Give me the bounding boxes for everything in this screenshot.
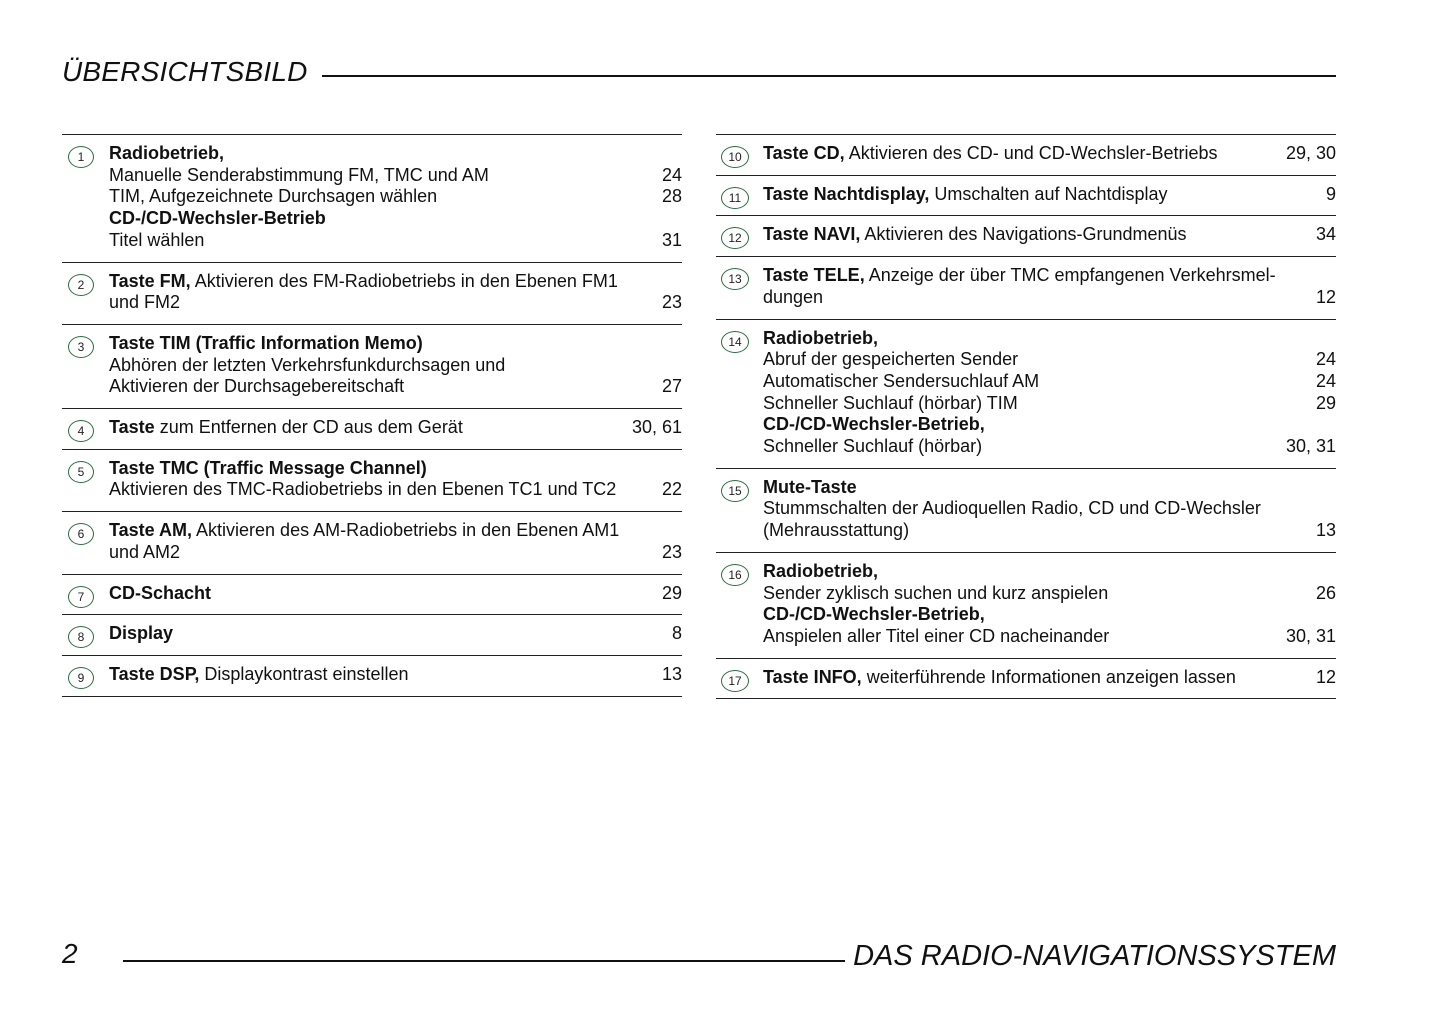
page-reference	[1328, 561, 1336, 583]
page-reference: 34	[1315, 224, 1336, 245]
footer-rule	[123, 960, 845, 962]
page-reference: 29, 30	[1285, 143, 1336, 163]
entry-bold-label: CD-/CD-Wechsler-Betrieb	[109, 208, 326, 229]
callout-number-badge: 15	[721, 480, 749, 502]
legend-entry	[716, 256, 1336, 318]
entry-description: Manuelle Senderabstimmung FM, TMC und AM	[109, 164, 489, 185]
entry-line	[109, 355, 682, 377]
entry-bold-label: Taste AM,	[109, 520, 193, 541]
entry-description: dungen	[763, 286, 824, 307]
entry-text	[109, 292, 654, 314]
entry-description: Titel wählen	[109, 229, 205, 250]
entry-line	[109, 664, 682, 686]
entry-line	[763, 371, 1336, 393]
entry-bold-label: Taste Nachtdisplay,	[763, 183, 930, 204]
entry-text	[763, 224, 1308, 246]
legend-entry	[716, 215, 1336, 256]
page-reference: 30, 31	[1285, 436, 1336, 457]
page-reference: 13	[1315, 520, 1336, 541]
page-reference: 30, 31	[1285, 625, 1336, 646]
page-reference: 8	[671, 623, 682, 644]
entry-text	[109, 664, 654, 686]
legend-entry	[716, 552, 1336, 658]
entry-bold-label: Radiobetrieb,	[763, 327, 879, 348]
entry-line	[763, 626, 1336, 648]
page-reference: 27	[661, 376, 682, 397]
entry-text	[763, 604, 1328, 626]
entry-text	[763, 561, 1328, 583]
entry-line	[109, 376, 682, 398]
entry-description: Aktivieren der Durchsagebereitschaft	[109, 376, 405, 397]
entry-text	[109, 417, 624, 439]
page-reference: 31	[661, 229, 682, 250]
entry-bold-label: Taste FM,	[109, 270, 191, 291]
entry-text	[763, 583, 1308, 605]
entry-line	[763, 184, 1336, 206]
callout-number-badge: 3	[68, 336, 94, 358]
legend-entry	[716, 175, 1336, 216]
entry-description: Umschalten auf Nachtdisplay	[929, 183, 1168, 204]
callout-number-badge: 5	[68, 461, 94, 483]
entry-description: Aktivieren des TMC-Radiobetriebs in den Ebenen TC1 und TC2	[109, 479, 617, 500]
entry-bold-label: Radiobetrieb,	[763, 560, 879, 581]
entry-description: und FM2	[109, 292, 181, 313]
entry-text	[109, 186, 654, 208]
page-reference: 24	[1315, 349, 1336, 370]
entry-bold-label: Taste TMC (Traffic Message Channel)	[109, 457, 427, 478]
header-rule	[322, 75, 1336, 77]
entry-line	[109, 208, 682, 230]
entry-description: Anspielen aller Titel einer CD nacheinander	[763, 625, 1110, 646]
callout-number-badge: 8	[68, 626, 94, 648]
entry-text	[109, 208, 674, 230]
entry-description: Aktivieren des Navigations-Grundmenüs	[860, 224, 1187, 245]
entry-line	[109, 165, 682, 187]
entry-description: weiterführende Informationen anzeigen lassen	[861, 666, 1236, 687]
entry-text	[109, 230, 654, 252]
entry-description: (Mehrausstattung)	[763, 520, 910, 541]
entry-text	[763, 287, 1308, 309]
page-reference: 29	[661, 582, 682, 603]
page-reference: 24	[1315, 370, 1336, 391]
entry-line	[109, 542, 682, 564]
entry-text	[763, 414, 1328, 436]
entry-text	[763, 436, 1278, 458]
entry-text	[109, 355, 674, 377]
callout-number-badge: 9	[68, 667, 94, 689]
entry-line	[109, 583, 682, 605]
page-reference	[674, 143, 682, 165]
page-reference	[1328, 604, 1336, 626]
entry-line	[763, 561, 1336, 583]
entry-line	[763, 393, 1336, 415]
legend-entry	[62, 655, 682, 697]
callout-number-badge: 7	[68, 586, 94, 608]
page-reference: 9	[1325, 183, 1336, 204]
entry-text	[763, 520, 1308, 542]
page-reference: 23	[661, 292, 682, 313]
entry-bold-label: Taste TELE,	[763, 265, 865, 286]
legend-entry	[62, 262, 682, 324]
entry-bold-label: Taste DSP,	[109, 663, 200, 684]
entry-description: Abhören der letzten Verkehrsfunkdurchsagen und	[109, 354, 506, 375]
entry-text	[109, 458, 674, 480]
callout-number-badge: 6	[68, 523, 94, 545]
entry-line	[109, 623, 682, 645]
callout-number-badge: 14	[721, 331, 749, 353]
entry-description: Automatischer Sendersuchlauf AM	[763, 370, 1040, 391]
entry-description: Aktivieren des AM-Radiobetriebs in den Ebenen AM1	[192, 520, 620, 541]
page-reference	[674, 208, 682, 230]
callout-number-badge: 16	[721, 564, 749, 586]
callout-number-badge: 12	[721, 227, 749, 249]
entry-text	[109, 165, 654, 187]
entry-line	[763, 477, 1336, 499]
entry-line	[763, 520, 1336, 542]
callout-number-badge: 4	[68, 420, 94, 442]
entry-description: TIM, Aufgezeichnete Durchsagen wählen	[109, 186, 438, 207]
page-reference: 13	[661, 663, 682, 684]
entry-line	[763, 328, 1336, 350]
callout-number-badge: 10	[721, 146, 749, 168]
entry-description: Anzeige der über TMC empfangenen Verkehrsmel-	[864, 265, 1276, 286]
entry-line	[109, 333, 682, 355]
entry-line	[763, 224, 1336, 246]
entry-description: Aktivieren des FM-Radiobetriebs in den Ebenen FM1	[190, 270, 618, 291]
page-reference: 22	[661, 479, 682, 500]
entry-line	[109, 230, 682, 252]
entry-description: Schneller Suchlauf (hörbar)	[763, 436, 983, 457]
entry-text	[763, 393, 1308, 415]
entry-line	[109, 458, 682, 480]
entry-text	[763, 349, 1308, 371]
page-reference	[1328, 328, 1336, 350]
entry-text	[109, 542, 654, 564]
page-reference	[1328, 477, 1336, 499]
legend-entry	[716, 319, 1336, 468]
entry-bold-label: Mute-Taste	[763, 476, 857, 497]
entry-text	[763, 498, 1328, 520]
entry-line	[109, 479, 682, 501]
page-reference	[1328, 265, 1336, 287]
entry-bold-label: Taste CD,	[763, 143, 845, 163]
entry-text	[109, 143, 674, 165]
entry-text	[109, 271, 674, 293]
entry-description: zum Entfernen der CD aus dem Gerät	[154, 417, 463, 438]
entry-bold-label: CD-/CD-Wechsler-Betrieb,	[763, 414, 985, 435]
right-entry-list	[716, 134, 1336, 699]
callout-number-badge: 13	[721, 268, 749, 290]
page-reference	[1328, 414, 1336, 436]
entry-bold-label: Taste NAVI,	[763, 224, 861, 245]
entry-text	[763, 328, 1328, 350]
entry-line	[763, 498, 1336, 520]
legend-entry	[716, 134, 1336, 175]
entry-text	[109, 333, 674, 355]
entry-line	[763, 143, 1336, 165]
page-reference: 12	[1315, 286, 1336, 307]
entry-line	[109, 417, 682, 439]
page-header	[62, 56, 1336, 96]
entry-line	[763, 287, 1336, 309]
entry-text	[763, 477, 1328, 499]
entry-description: Sender zyklisch suchen und kurz anspielen	[763, 582, 1109, 603]
entry-text	[763, 667, 1308, 689]
page-reference	[674, 355, 682, 377]
page-reference: 12	[1315, 666, 1336, 687]
page-reference: 28	[661, 186, 682, 207]
callout-number-badge: 2	[68, 274, 94, 296]
entry-line	[109, 143, 682, 165]
legend-entry	[62, 134, 682, 262]
entry-text	[109, 623, 664, 645]
entry-text	[109, 479, 654, 501]
legend-entry	[62, 324, 682, 408]
page-reference: 30, 61	[631, 417, 682, 438]
entry-bold-label: CD-/CD-Wechsler-Betrieb,	[763, 604, 985, 625]
page-title: ÜBERSICHTSBILD	[62, 56, 308, 87]
footer-title: DAS RADIO-NAVIGATIONSSYSTEM	[853, 940, 1336, 972]
entry-line	[109, 520, 682, 542]
entry-line	[763, 604, 1336, 626]
legend-entry	[62, 449, 682, 511]
entry-text	[763, 265, 1328, 287]
page-reference: 24	[661, 164, 682, 185]
page-number: 2	[62, 938, 78, 969]
entry-line	[763, 414, 1336, 436]
entry-line	[763, 349, 1336, 371]
page-reference	[674, 458, 682, 480]
callout-number-badge: 1	[68, 146, 94, 168]
entry-description: Displaykontrast einstellen	[199, 663, 409, 684]
entry-bold-label: Taste TIM (Traffic Information Memo)	[109, 332, 423, 353]
entry-bold-label: CD-Schacht	[109, 582, 212, 603]
page-reference: 23	[661, 541, 682, 562]
legend-entry	[716, 658, 1336, 700]
entry-description: Abruf der gespeicherten Sender	[763, 349, 1019, 370]
left-entry-list	[62, 134, 682, 697]
entry-line	[109, 271, 682, 293]
entry-text	[109, 376, 654, 398]
entry-text	[763, 143, 1278, 165]
entry-line	[763, 667, 1336, 689]
entry-bold-label: Radiobetrieb,	[109, 143, 225, 163]
page-reference	[1328, 498, 1336, 520]
entry-description: Stummschalten der Audioquellen Radio, CD und CD-Wechsler	[763, 498, 1261, 519]
entry-text	[109, 520, 674, 542]
page-reference	[674, 333, 682, 355]
page-reference: 26	[1315, 582, 1336, 603]
entry-description: Schneller Suchlauf (hörbar) TIM	[763, 392, 1018, 413]
entry-description: Aktivieren des CD- und CD-Wechsler-Betriebs	[844, 143, 1218, 163]
entry-description: und AM2	[109, 541, 181, 562]
page-reference	[674, 520, 682, 542]
entry-text	[763, 626, 1278, 648]
legend-entry	[716, 468, 1336, 552]
callout-number-badge: 17	[721, 670, 749, 692]
entry-bold-label: Display	[109, 623, 174, 644]
entry-text	[763, 184, 1318, 206]
legend-entry	[62, 408, 682, 449]
entry-text	[763, 371, 1308, 393]
entry-line	[763, 265, 1336, 287]
legend-entry	[62, 511, 682, 573]
entry-bold-label: Taste	[109, 417, 155, 438]
legend-entry	[62, 614, 682, 655]
entry-line	[763, 436, 1336, 458]
page-reference: 29	[1315, 392, 1336, 413]
entry-line	[109, 292, 682, 314]
entry-bold-label: Taste INFO,	[763, 666, 862, 687]
callout-number-badge: 11	[721, 187, 749, 209]
entry-text	[109, 583, 654, 605]
page-reference	[674, 271, 682, 293]
legend-entry	[62, 574, 682, 615]
entry-line	[763, 583, 1336, 605]
entry-line	[109, 186, 682, 208]
